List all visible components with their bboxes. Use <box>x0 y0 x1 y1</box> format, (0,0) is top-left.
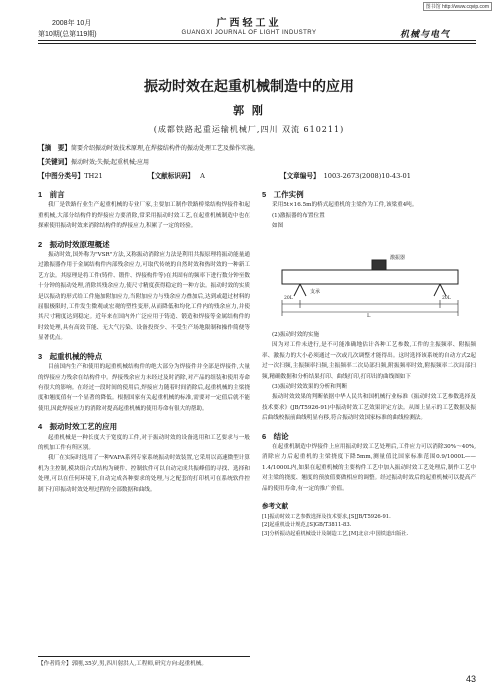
doc-label: 【文献标识码】 <box>148 172 195 180</box>
subheading: 如图 <box>272 223 284 230</box>
reference-item: [1]振动时效工艺参数选择及技术要求,[S]JB/T5926-91. <box>262 513 391 520</box>
abstract-text: 简要介绍振动时效技术原理,在焊接结构件的振动处理工艺及操作实施。 <box>70 145 259 152</box>
header-issue: 第10期(总第119期) <box>38 31 97 38</box>
clc <box>38 171 103 182</box>
reference-item: [3]分析振动起重机械设计及制造工艺,[M]北京:中国铁道出版社. <box>262 530 409 537</box>
clc-value: TH21 <box>84 172 103 180</box>
doc-code <box>148 171 205 182</box>
abstract-label: 【摘 要】 <box>38 144 71 152</box>
page-number: 43 <box>465 674 476 684</box>
span-right-label: 20L <box>442 296 451 301</box>
reference-list <box>262 513 476 539</box>
paragraph: 我厂在实际时选用了一种VAFA系列专家系统振动时效装置,它采用以高速微型计算机为主控制,模块组合式结构为硬件、控制软件可以自动完成共振峰值的寻找、选择和处理,可以在任何环境下,自动完成各种要求的处理,与之配套的打印机可在系统软件控制下打印振动时效处理过程的全部数据和曲线。 <box>38 455 250 493</box>
section-heading: 3 起重机械的特点 <box>38 351 103 361</box>
right-column-bottom <box>262 330 476 538</box>
paragraph: 我厂是铁路行业生产起重机械的专业厂家,主要加工制作铁路桥梁结构焊接件和起重机械,大部分结构件的焊接应力要消除,常采用振动时效工艺,在起重机械制造中也在探索使用振动时效来消除结构件的焊接应力,积累了一定的经验。 <box>38 202 250 230</box>
article-title: 振动时效在起重机械制造中的应用 <box>144 78 354 94</box>
watermark: 图书馆 http://www.cqvip.com <box>423 2 492 11</box>
paragraph: 目前国内生产和使用的起重机械结构件的绝大部分为焊接件并全部是焊接件,大量的焊接应力残余在结构件中。焊接残余应力未经过及时消除,对产品的组装和使用寿命有很大的影响。在经过一段时间的使用后,焊接应力随着时间消除后,起重机械的主梁挠度和翘度值有一个显著的降低。根据国家有关起重机械的标准,需要对一定值后就不能使用,因此焊接应力的消除对提高起重机械的使用寿命有很大的帮助。 <box>38 364 250 412</box>
header-rule-2 <box>38 43 476 44</box>
paragraph: 因为对工件未进行,是不可能准确地估计各种工艺参数,工件的主振频率、附振频率、激振力的大小必须通过一次或几次调整才能得出。这时选择该系统的自动方式2起过一次扫频,主振频率扫频,主振频率二次局部扫频,附振频率时效,附振频率二次局部扫频,精确数据和分析结果打印、曲线打印,打印出的曲线图如下 <box>262 342 476 380</box>
article-value: 1003-2673(2008)10-43-01 <box>323 172 411 180</box>
subheading: (2)振动时效的实施 <box>272 332 320 338</box>
section-label: 机械与电气 <box>399 30 450 40</box>
section-heading: 1 前言 <box>38 190 65 199</box>
paragraph: 起重机械是一种长度大于宽度的工件,对于振动时效的设备选用和工艺要求与一般的机加工件有所区别。 <box>38 434 250 451</box>
exciter-label: 激振器 <box>390 255 406 261</box>
section-heading: 5 工作实例 <box>262 190 304 199</box>
exciter-layout-figure <box>264 254 476 324</box>
keywords-label: 【关键词】 <box>38 158 71 166</box>
support-label: 支承 <box>310 289 321 295</box>
header-rule <box>38 40 476 41</box>
header-date: 2008年 10月 <box>52 20 92 27</box>
keywords <box>38 157 478 168</box>
journal-name: 广西轻工业 <box>216 18 282 29</box>
journal-name-en: GUANGXI JOURNAL OF LIGHT INDUSTRY <box>181 30 317 36</box>
subheading: (1)激振器的布置位置 <box>272 212 325 219</box>
references-heading: 参考文献 <box>262 503 288 511</box>
author: 郭 刚 <box>233 104 265 117</box>
paragraph: 振动时效,国外称为"VSR"方法,又称振动消除应力法是利用共振原理将振动能量通过激振器作用于金属结构件内部残余应力,可取代传统的自然时效和热时效的一种新工艺方法。其原理是将工件(铸件、锻件、焊接构件等)在其固有的频率下进行数分钟至数十分钟的振动处理,消除其残余应力,使尺寸精度获得稳定的一种方法。振动时效的实质是以振动的形式给工件施加附加应力,当附加应力与残余应力叠加后,达到或超过材料的屈服极限时,工件发生微观或宏观的塑性变形,从而降低和均化工件内的残余应力,并使其尺寸精度达到稳定。近年来在国内外广泛应用于铸造、锻造和焊接等金属结构件的时效处理,具有高效节能、无大气污染、设备投资少、不受生产场地限制和操作简便等显著优点。 <box>38 252 250 342</box>
right-column-top <box>262 190 476 232</box>
section-heading: 2 振动时效原理概述 <box>38 239 110 249</box>
reference-item: [2]起重机设计规范,[S]GB/T3811-83. <box>262 522 352 529</box>
affiliation: (成都铁路起重运输机械厂,四川 双流 610211) <box>153 125 345 134</box>
paragraph: 在起重机制造中焊接件上应用振动时效工艺处理后,工件应力可以消除30%～40%,消除应力后起重机的主梁挠度下降5mm,测量值比国家标准范围0.9/1000L——1.4/1000L内,如果在起重机械的主要构件工艺中加入振动时效工艺处理后,制作工艺中对主梁的挠度、翘度的预放值要做相应的调整。经过振动时效后的起重机械可以提高产品的使用寿命,有一定的推广价值。 <box>262 444 476 492</box>
paragraph: 振动时效效果的判断依据中华人民共和国机械行业标准《振动时效工艺参数选择及技术要求》(JB/T5926-91)中振动时效工艺效果评定方法。从图上显示的工艺数据及振后曲线校振前曲线明显有移,符合振动时效国家标准的曲线检测法。 <box>262 394 476 422</box>
clc-label: 【中图分类号】 <box>38 172 85 180</box>
paragraph: 采用5t×16.5m的桥式起重机的主梁作为工件,该梁重4吨。 <box>272 202 418 209</box>
section-heading: 4 振动时效工艺的应用 <box>38 422 118 432</box>
doc-value: A <box>200 172 205 180</box>
abstract <box>38 143 478 154</box>
length-label: L <box>367 313 371 319</box>
left-column <box>38 190 250 495</box>
article-label: 【文章编号】 <box>280 172 320 180</box>
keywords-text: 振动时效;失振;起重机械;应用 <box>70 159 150 166</box>
footnote-rule <box>38 656 250 657</box>
section-heading: 6 结论 <box>262 431 289 441</box>
article-number <box>280 171 411 182</box>
subheading: (3)振动时效效果的分析和判断 <box>272 384 348 391</box>
author-note: 【作者简介】郭刚,35岁,男,四川射洪人,工程师,研究方向:起重机械。 <box>38 661 207 667</box>
span-left-label: 20L <box>284 296 293 301</box>
